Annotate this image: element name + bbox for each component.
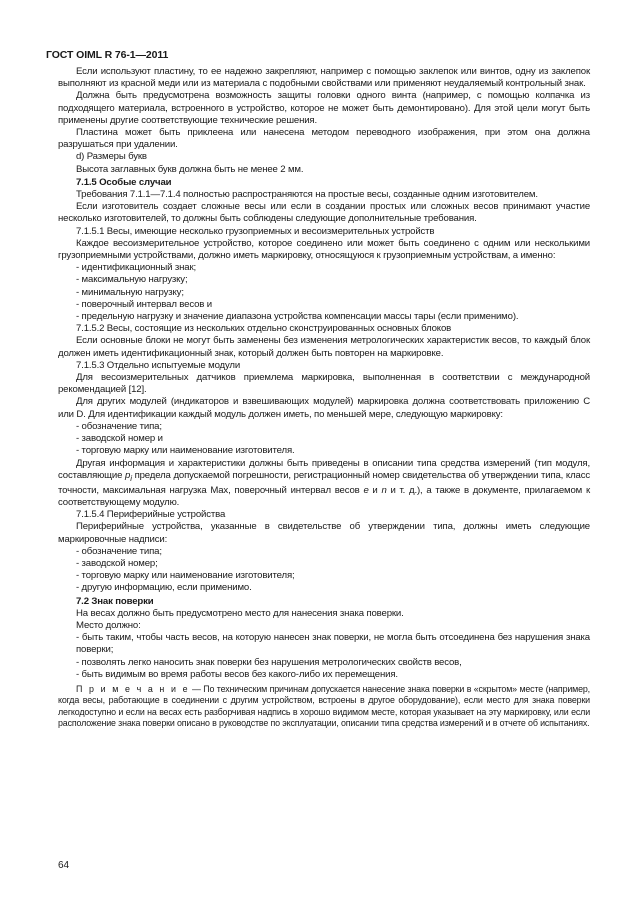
paragraph: Пластина может быть приклеена или нанесена методом переводного изображения, при этом она должна разрушаться при удалении. — [58, 127, 590, 151]
list-item: - позволять легко наносить знак поверки без нарушения метрологических свойств весов, — [76, 656, 462, 668]
section-heading-7-1-5: 7.1.5 Особые случаи — [76, 176, 172, 188]
paragraph-with-symbols — [58, 458, 590, 510]
text-run: и т. д.), а также в документе, прилагаемом к соответствующему модулю. — [58, 484, 590, 509]
subsection-title: 7.1.5.3 Отдельно испытуемые модули — [76, 359, 241, 371]
document-header: ГОСТ OIML R 76-1—2011 — [46, 49, 169, 61]
note-label: П р и м е ч а н и е — [76, 684, 190, 695]
paragraph: Для весоизмерительных датчиков приемлема маркировка, выполненная в соответствии с международной рекомендацией [12]. — [58, 372, 590, 396]
paragraph: Периферийные устройства, указанные в свидетельстве об утверждении типа, должны иметь следующие маркировочные надписи: — [58, 521, 590, 545]
paragraph: Должна быть предусмотрена возможность защиты головки одного винта (например, с помощью колпачка из подходящего материала, встроенного в устройство, которое не может быть демонтировано). Для этой цели могут быть применены другие соответствующие технические решения. — [58, 90, 590, 126]
list-item: - другую информацию, если применимо. — [76, 582, 252, 594]
subsection-title: 7.1.5.4 Периферийные устройства — [76, 509, 226, 521]
list-item: - обозначение типа; — [76, 545, 162, 557]
subsection-title: 7.1.5.1 Весы, имеющие несколько грузоприемных и весоизмерительных устройств — [76, 225, 435, 237]
paragraph: Если используют пластину, то ее надежно закрепляют, например с помощью заклепок или винтов, одну из заклепок выполняют из красной меди или из материала с подобными свойствами или применяют неудаляемый контрольный знак. — [58, 66, 590, 90]
list-item: - торговую марку или наименование изготовителя. — [76, 445, 295, 457]
symbol-n: n — [381, 484, 387, 496]
paragraph: Высота заглавных букв должна быть не менее 2 мм. — [76, 163, 304, 175]
list-item: - предельную нагрузку и значение диапазона устройства компенсации массы тары (если применимо). — [76, 311, 519, 323]
note — [58, 684, 590, 730]
subsection-title: 7.1.5.2 Весы, состоящие из нескольких отдельно сконструированных основных блоков — [76, 323, 452, 335]
paragraph: Место должно: — [76, 620, 141, 632]
list-item: - обозначение типа; — [76, 420, 162, 432]
subheading: d) Размеры букв — [76, 151, 147, 163]
paragraph: Требования 7.1.1—7.1.4 полностью распространяются на простые весы, созданные одним изготовителем. — [76, 189, 538, 201]
symbol-e: e — [363, 484, 369, 496]
paragraph: На весах должно быть предусмотрено место для нанесения знака поверки. — [76, 607, 404, 619]
text-run: и — [368, 484, 382, 496]
list-item: - минимальную нагрузку; — [76, 286, 184, 298]
list-item: - заводской номер и — [76, 433, 163, 445]
list-item: - быть таким, чтобы часть весов, на которую нанесен знак поверки, не могла быть отсоединена без нарушения знака поверки; — [76, 632, 590, 656]
text-run: Другая информация и характеристики должны быть приведены в описании типа средства измерений (тип модуля, составляющие — [58, 457, 590, 481]
document-body — [58, 66, 590, 730]
page-number: 64 — [58, 860, 70, 871]
text-run: предела допускаемой погрешности, регистрационный номер свидетельства об утверждении типа, класс точности, максимальная нагрузка Max, поверочный интервал весов — [58, 469, 590, 496]
list-item: - поверочный интервал весов и — [76, 298, 212, 310]
paragraph: Каждое весоизмерительное устройство, которое соединено или может быть соединено с одним или несколькими грузоприемными устройствами, должно иметь маркировку, относящуюся к грузоприемным устройствам, а именно: — [58, 237, 590, 262]
symbol-p-subscript: i — [130, 473, 132, 483]
paragraph: Если основные блоки не могут быть заменены без изменения метрологических характеристик весов, то каждый блок должен иметь идентификационный знак, который должен быть повторен на маркировке. — [58, 335, 590, 359]
section-heading-7-2: 7.2 Знак поверки — [76, 595, 154, 607]
note-text: — По техническим причинам допускается нанесение знака поверки в «скрытом» месте (например, когда весы, работающие в соединении с другим устройством, встроены в другое оборудование), если место для знака поверки легкодоступно и если на весах есть разборчивая надпись в хорошо видимом месте, которая указывает на эту маркировку, или если расположение знака поверки описано в руководстве по эксплуатации, описании типа средства измерений и в отчете об испытаниях. — [58, 684, 590, 729]
symbol-p: p — [125, 469, 131, 481]
list-item: - быть видимым во время работы весов без какого-либо их перемещения. — [76, 668, 398, 680]
paragraph: Если изготовитель создает сложные весы или если в создании простых или сложных весов принимают участие несколько изготовителей, то должны быть соблюдены следующие дополнительные требования. — [58, 201, 590, 225]
paragraph: Для других модулей (индикаторов и взвешивающих модулей) маркировка должна соответствовать приложению С или D. Для идентификации каждый модуль должен иметь, по меньшей мере, следующую маркировку: — [58, 396, 590, 420]
list-item: - торговую марку или наименование изготовителя; — [76, 570, 295, 582]
list-item: - идентификационный знак; — [76, 262, 197, 274]
list-item: - максимальную нагрузку; — [76, 274, 188, 286]
list-item: - заводской номер; — [76, 558, 158, 570]
